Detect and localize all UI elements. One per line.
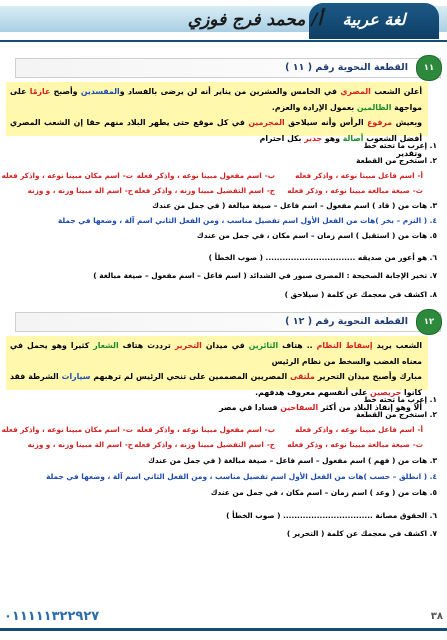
highlighted-word: ملتقى xyxy=(290,372,315,381)
footer-phone: ٠١١١١١٣٢٢٩٢٧ xyxy=(4,609,100,624)
header-divider xyxy=(0,40,447,42)
footer-divider xyxy=(0,628,447,631)
s12-q7: ٧. اكشف في معجمك عن كلمة ( التحرير ) xyxy=(286,529,437,538)
s12-opt-a: أ-اسم فاعل مبينا نوعه ، واذكر فعله xyxy=(295,425,423,434)
passage-text: بعمول الإرادة والعزم. xyxy=(271,102,357,112)
section-11-title: القطعة النحوية رقم ( ١١ ) xyxy=(285,62,408,73)
passage-text: أعلن الشعب xyxy=(370,87,422,96)
s12-opt-b: ب-اسم مفعول مبينا نوعه ، واذكر فعله xyxy=(136,425,275,434)
highlighted-word: جدير xyxy=(304,133,323,143)
highlighted-word: أصالة xyxy=(342,133,364,143)
teacher-name: أ/ محمد فرج فوزي xyxy=(187,10,323,30)
highlighted-word: الشعار xyxy=(93,341,119,350)
highlighted-word: المفسدين xyxy=(80,87,120,96)
s12-q1: ١. إعرب ما تحته خط xyxy=(363,395,437,404)
s12-opt-c: ت-اسم مكان مبينا نوعه ، واذكر فعله xyxy=(1,425,133,434)
highlighted-word: الظالمين xyxy=(356,102,392,112)
section-12-number-badge: ١٢ xyxy=(416,309,442,335)
passage-text: في ميدان xyxy=(201,341,249,350)
s12-q5: ٥. هات من ( وعد ) اسم زمان – اسم مكان ، في جمل من عندك xyxy=(210,488,437,497)
passage-text: كثيرا وهو يحمل في معناه الغضب والسخط من نظام الرئيس xyxy=(10,341,422,366)
passage-line xyxy=(10,338,422,369)
s12-q4: ٤. ( انطلق – حسب )هات من الفعل الأول اسم تفضيل مناسب ، ومن الفعل الثاني اسم آلة ، وضعها في جملة xyxy=(46,472,437,481)
s11-q1: ١. إعرب ما تحته خط xyxy=(363,141,437,150)
passage-text: مبارك وأصبح ميدان التحرير xyxy=(314,372,422,381)
highlighted-word: المصري xyxy=(340,87,371,96)
passage-text: على مواجهة xyxy=(10,87,422,112)
highlighted-word: إسقاط النظام xyxy=(316,341,373,350)
passage-text: الشرطة فقد كانوا xyxy=(10,372,422,397)
passage-text: الرأس وأنه سيلاحق xyxy=(284,118,368,127)
section-11-number-badge: ١١ xyxy=(416,55,442,81)
s12-q2: ٢. استخرج من القطعة xyxy=(356,410,437,419)
s11-opt-f: ح-اسم الة مبينا وزنه ، و وزنه xyxy=(27,186,133,195)
passage-text: الشعب يريد xyxy=(372,341,422,350)
s11-q7: ٧. تخير الإجابة الصحيحة : المصرى صبور في الشدائد ( اسم فاعل – اسم مفعول – صيغة مبالغة ) xyxy=(93,271,437,280)
passage-text: وبعيش xyxy=(392,118,422,127)
s12-q3: ٣. هات من ( فهم ) اسم مفعول – اسم فاعل – صيغة مبالغة ( في جمل من عندك xyxy=(148,456,437,465)
s11-q4: ٤. ( التزم – بخر )هات من الفعل الأول اسم تفضيل مناسب ، ومن الفعل الثاني اسم آلة ، وضعها في جملة xyxy=(57,216,437,225)
s12-opt-e: ج-اسم التفضيل مبينا وزنه ، واذكر فعله xyxy=(134,440,275,449)
highlighted-word: حريصين xyxy=(370,387,402,397)
passage-text: ألا وهو إنقاذ البلاد من أكثر xyxy=(318,403,422,412)
s12-opt-f: ح-اسم الة مبينا وزنه ، و وزنه xyxy=(27,440,133,449)
footer-page-number: ٣٨ xyxy=(430,611,443,622)
passage-text: وأصبح xyxy=(50,87,81,96)
section-12-title-bar xyxy=(15,312,441,332)
s11-opt-e: ج-اسم التفضيل مبينا وزنه ، واذكر فعله xyxy=(134,186,275,195)
subject-badge: لغة عربية xyxy=(309,3,439,39)
passage-text: فسادا في مصر xyxy=(219,403,281,412)
highlighted-word: التحرير xyxy=(174,341,202,350)
section-12-title: القطعة النحوية رقم ( ١٢ ) xyxy=(285,316,408,327)
s11-q5: ٥. هات من ( استقبل ) اسم زمان – اسم مكان ، في جمل من عندك xyxy=(196,231,437,240)
s12-opt-d: ث-صيغة مبالغة مبينا نوعه ، وذكر فعله xyxy=(287,440,423,449)
passage-line xyxy=(10,84,422,115)
passage-text: بكل احترام xyxy=(259,133,305,143)
s12-q6: ٦. الحقوق مصانة ................................ ( صوب الخطأ ) xyxy=(226,511,437,520)
highlighted-word: سيارات xyxy=(61,372,91,381)
passage-text: في الخامس والعشرين من يناير أنه لن يرضى بالفساد و xyxy=(119,87,341,96)
s11-opt-c: ت-اسم مكان مبينا نوعه ، واذكر فعله xyxy=(1,171,133,180)
s11-q6: ٦. هو أعور من صديقه ................................ ( صوب الخطأ ) xyxy=(208,253,437,262)
s11-q2: ٢. استخرج من القطعة xyxy=(356,156,437,165)
s11-q3: ٣. هات من ( قاد ) اسم مفعول – اسم فاعل – صيغة مبالغة ( في جمل من عندك xyxy=(152,201,437,210)
highlighted-word: عازمًا xyxy=(29,87,51,96)
passage-text: .. هتاف xyxy=(278,341,317,350)
highlighted-word: مرفوع xyxy=(367,118,393,127)
passage-text: وتقدير xyxy=(396,149,422,158)
passage-text: في كل موقع حتى يطهر البلاد منهم حقا إن الشعب المصري أفضل الشعوب xyxy=(10,118,422,143)
highlighted-word: المجرمين xyxy=(248,118,285,127)
passage-text: على أنفسهم معروف هدفهم. xyxy=(255,387,371,397)
section-11-title-bar xyxy=(15,58,441,78)
s11-opt-d: ث-صيغة مبالغة مبينا نوعه ، وذكر فعله xyxy=(287,186,423,195)
passage-text: وهو xyxy=(322,133,343,143)
s11-opt-b: ب-اسم مفعول مبينا نوعه ، واذكر فعله xyxy=(136,171,275,180)
s11-opt-a: أ-اسم فاعل مبينا نوعه ، واذكر فعله xyxy=(295,171,423,180)
passage-text: المصريين المصممين على تنحي الرئيس لم ترهبهم xyxy=(90,372,291,381)
highlighted-word: الثائرين xyxy=(248,341,279,350)
s11-q8: ٨. اكشف في معجمك عن كلمة ( سيلاحق ) xyxy=(284,290,437,299)
passage-text: ترددت هتاف xyxy=(118,341,175,350)
highlighted-word: السفاحين xyxy=(280,403,319,412)
